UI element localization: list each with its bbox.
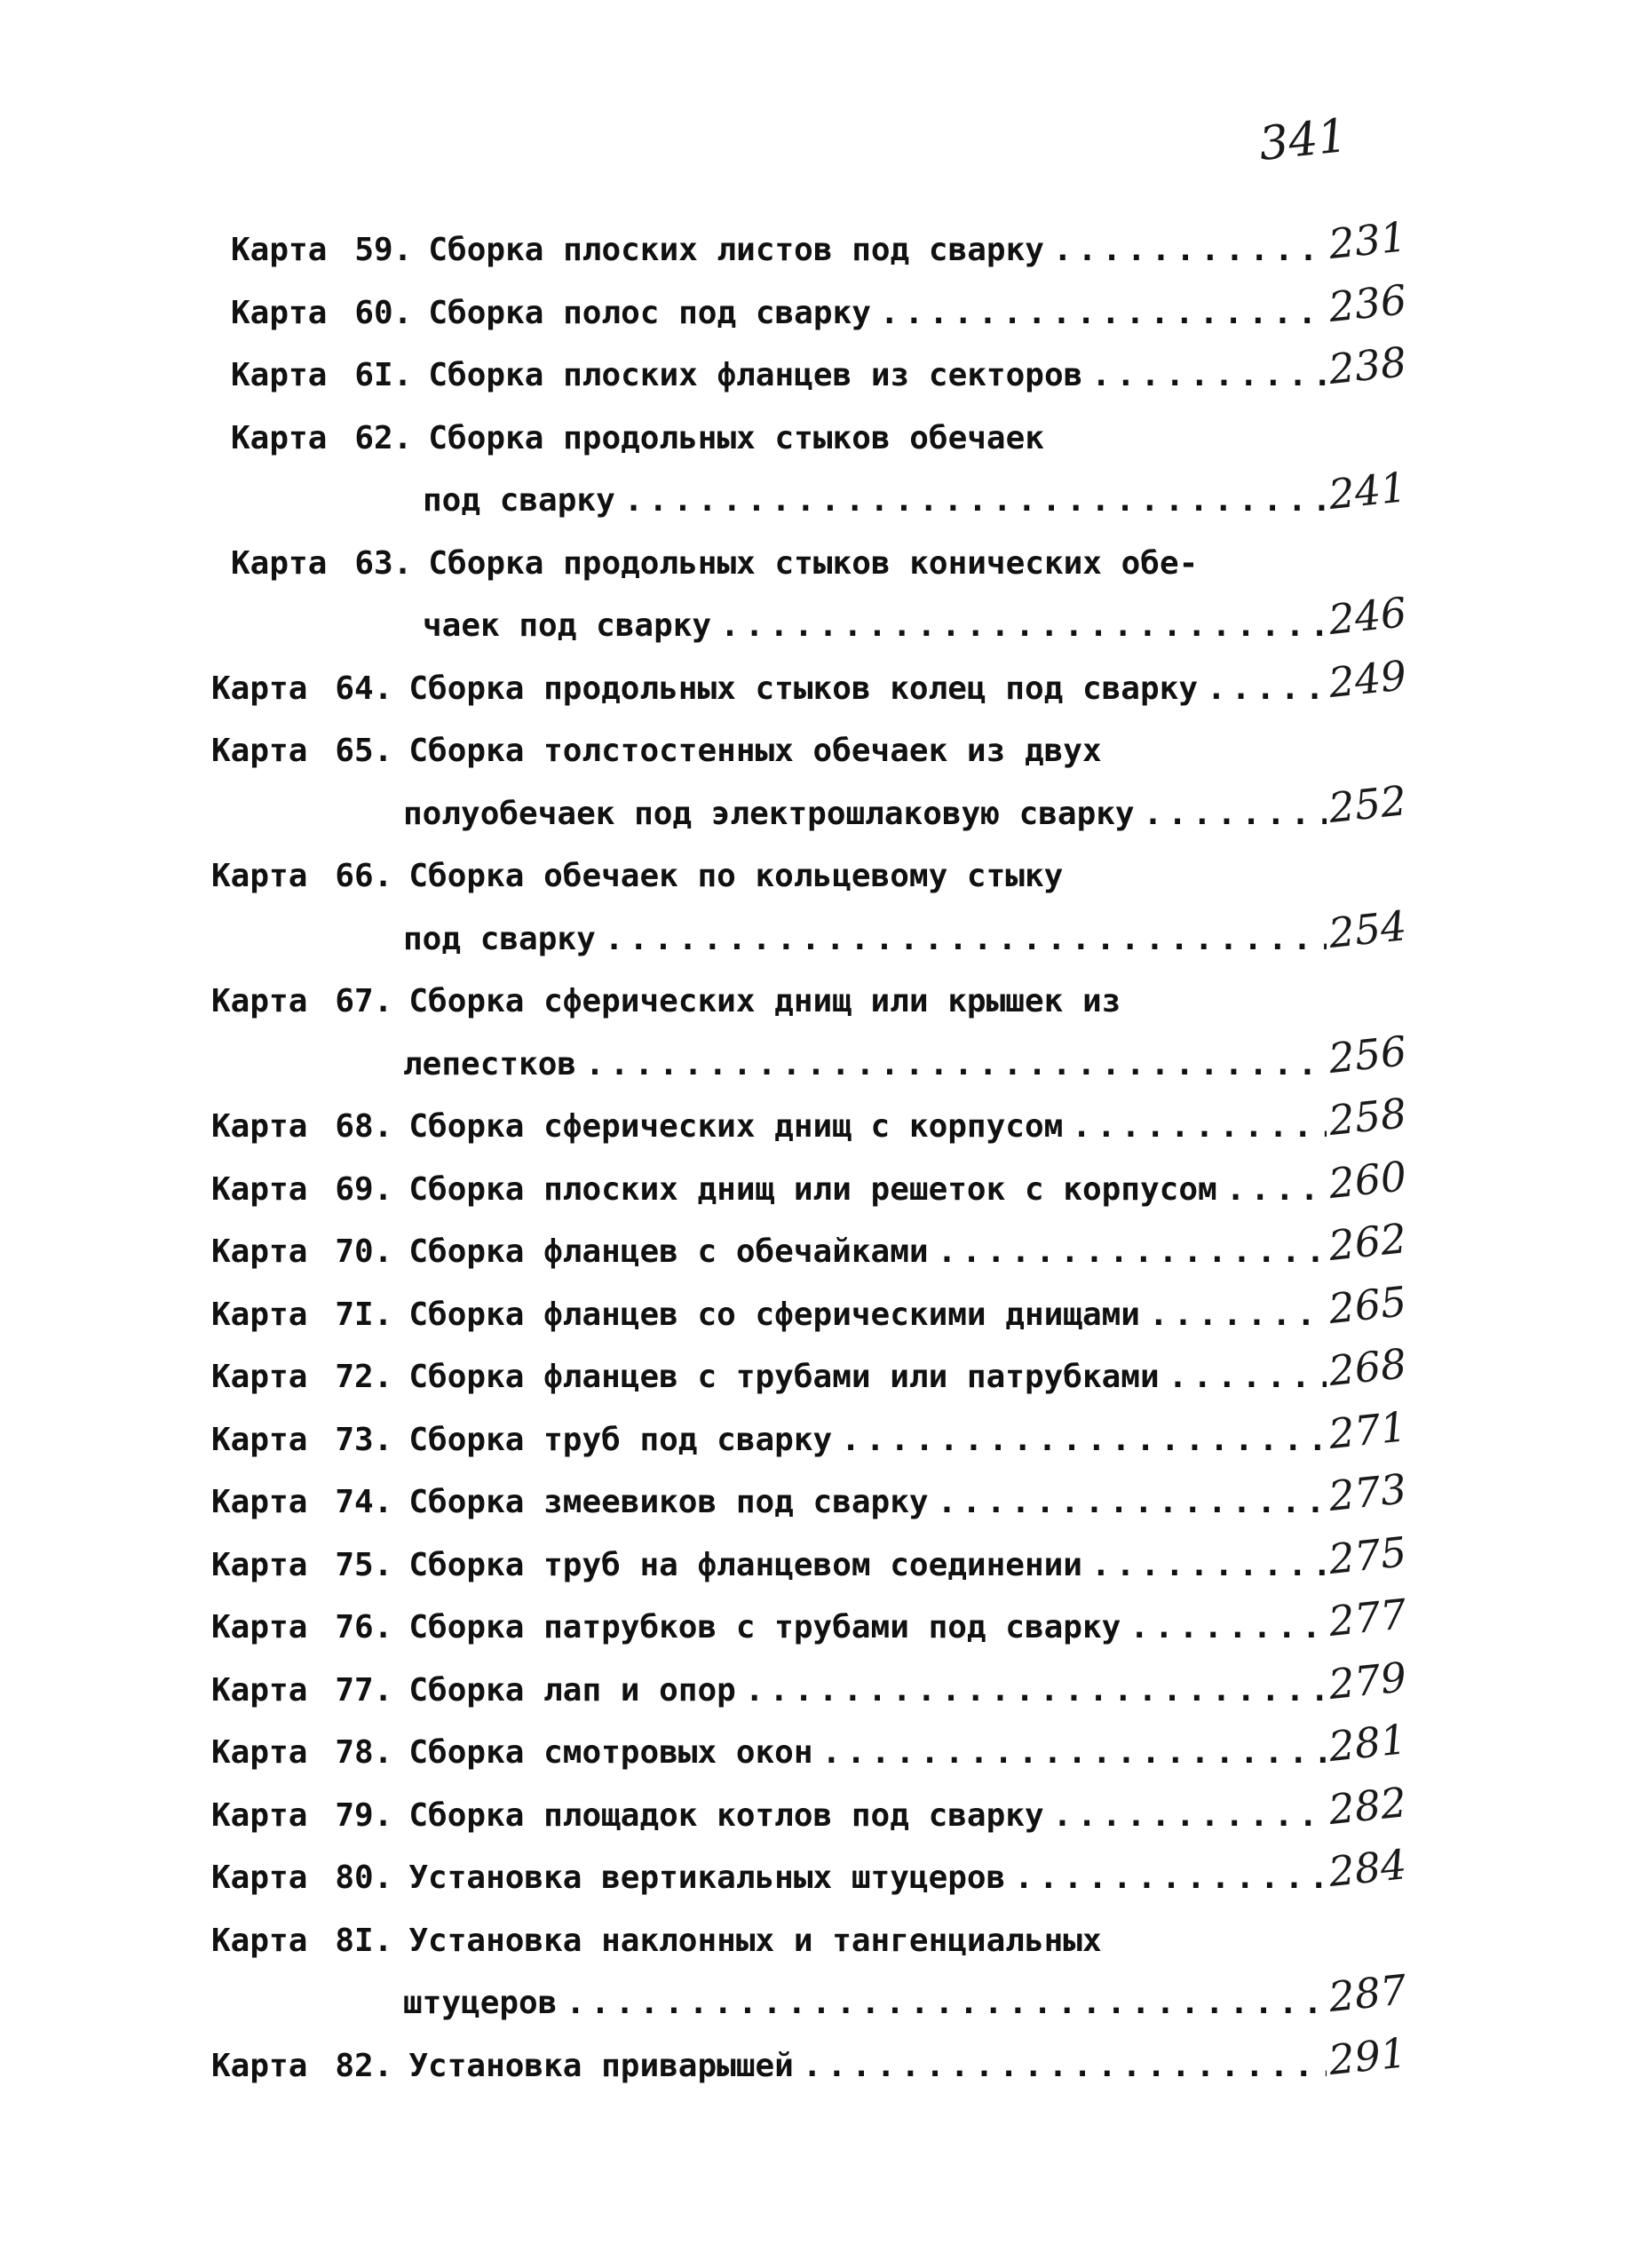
- entry-title: Сборка толстостенных обечаек из двух: [408, 733, 1102, 769]
- entry-title: чаек под сварку: [423, 607, 712, 644]
- entry-number: 82.: [335, 2047, 393, 2084]
- dot-leader: [745, 1675, 1327, 1714]
- entry-label: Карта: [211, 2047, 308, 2084]
- entry-title: Сборка смотровых окон: [408, 1734, 813, 1771]
- entry-number: 72.: [335, 1359, 393, 1395]
- toc-entry-continuation: [403, 775, 1412, 837]
- entry-label: Карта: [211, 1734, 308, 1771]
- entry-page-number: 238: [1326, 337, 1409, 394]
- entry-title: Сборка змеевиков под сварку: [408, 1484, 929, 1520]
- entry-page-number: 252: [1326, 775, 1409, 832]
- entry-title: Сборка полос под сварку: [428, 294, 871, 331]
- entry-number: 77.: [335, 1671, 393, 1709]
- entry-title: полуобечаек под электрошлаковую сварку: [403, 795, 1135, 832]
- entry-number: 66.: [335, 858, 393, 894]
- dot-leader: [822, 1737, 1327, 1776]
- dot-leader: [566, 1987, 1327, 2026]
- entry-label: Карта: [211, 983, 308, 1019]
- entry-title: Сборка плоских листов под сварку: [428, 232, 1044, 268]
- entry-title: Сборка лап и опор: [408, 1671, 736, 1709]
- dot-leader: [1169, 1361, 1327, 1400]
- entry-label: Карта: [211, 1796, 308, 1834]
- entry-number: 74.: [335, 1484, 393, 1520]
- entry-title: Сборка продольных стыков колец под сварку: [408, 670, 1199, 707]
- entry-page-number: 284: [1326, 1840, 1409, 1897]
- entry-page-number: 241: [1326, 463, 1409, 519]
- entry-number: 70.: [335, 1233, 393, 1270]
- toc-entry-continuation: [403, 900, 1412, 963]
- entry-number: 62.: [354, 419, 413, 456]
- entry-number: 64.: [335, 670, 393, 707]
- entry-number: 68.: [335, 1108, 393, 1145]
- dot-leader: [605, 924, 1327, 963]
- entry-label: Карта: [211, 1860, 308, 1896]
- toc-entry-continuation: [403, 1026, 1412, 1088]
- entry-title: Сборка патрубков с трубами под сварку: [408, 1609, 1121, 1645]
- toc-entry: [211, 1213, 1412, 1275]
- entry-number: 80.: [335, 1860, 393, 1896]
- entry-number: 8I.: [335, 1922, 393, 1959]
- entry-title: Сборка продольных стыков обечаек: [428, 419, 1044, 456]
- entry-title: Сборка сферических днищ с корпусом: [408, 1108, 1064, 1145]
- entry-number: 76.: [335, 1609, 393, 1645]
- entry-label: Карта: [231, 544, 328, 582]
- dot-leader: [938, 1487, 1327, 1526]
- entry-label: Карта: [211, 858, 308, 894]
- entry-page-number: 268: [1326, 1339, 1409, 1396]
- entry-label: Карта: [211, 1108, 308, 1145]
- dot-leader: [938, 1236, 1327, 1275]
- entry-page-number: 258: [1326, 1089, 1409, 1146]
- entry-label: Карта: [211, 1609, 308, 1645]
- entry-page-number: 275: [1326, 1527, 1409, 1583]
- entry-label: Карта: [211, 1421, 308, 1458]
- entry-title: Установка приварышей: [408, 2047, 794, 2084]
- entry-number: 63.: [354, 544, 413, 582]
- entry-page-number: 260: [1326, 1151, 1409, 1208]
- entry-page-number: 254: [1326, 900, 1409, 957]
- dot-leader: [585, 1049, 1327, 1088]
- toc-entry: [211, 1088, 1412, 1150]
- dot-leader: [1149, 1299, 1327, 1338]
- entry-title: Сборка фланцев с обечайками: [408, 1233, 929, 1270]
- entry-label: Карта: [231, 419, 328, 456]
- entry-page-number: 256: [1326, 1026, 1409, 1082]
- toc-entry: [231, 525, 1198, 587]
- toc-entry: [211, 1151, 1412, 1213]
- entry-page-number: 277: [1326, 1590, 1409, 1646]
- dot-leader: [1091, 1550, 1327, 1589]
- entry-page-number: 281: [1326, 1715, 1409, 1772]
- entry-label: Карта: [211, 1922, 308, 1959]
- entry-page-number: 231: [1326, 212, 1409, 269]
- entry-title: Установка вертикальных штуцеров: [408, 1860, 1006, 1896]
- entry-label: Карта: [211, 733, 308, 769]
- dot-leader: [1053, 234, 1327, 274]
- toc-entry: [211, 2027, 1412, 2090]
- entry-number: 65.: [335, 733, 393, 769]
- dot-leader: [1207, 673, 1327, 712]
- toc-entry-continuation: [423, 462, 1412, 524]
- toc-entry: [211, 837, 1063, 900]
- dot-leader: [1144, 798, 1327, 837]
- entry-label: Карта: [231, 294, 328, 331]
- entry-title: под сварку: [423, 482, 615, 519]
- entry-title: лепестков: [403, 1045, 577, 1082]
- toc-entry: [211, 1839, 1412, 1901]
- entry-label: Карта: [211, 1233, 308, 1270]
- toc-entry: [211, 1714, 1412, 1776]
- entry-number: 59.: [354, 232, 413, 268]
- entry-title: Сборка плоских фланцев из секторов: [428, 357, 1083, 393]
- entry-number: 6I.: [354, 357, 413, 393]
- entry-label: Карта: [211, 1546, 308, 1583]
- dot-leader: [624, 485, 1327, 524]
- entry-title: Сборка фланцев с трубами или патрубками: [408, 1359, 1160, 1395]
- entry-title: Установка наклонных и тангенциальных: [408, 1922, 1102, 1959]
- dot-leader: [720, 610, 1327, 649]
- entry-page-number: 246: [1326, 588, 1409, 645]
- dot-leader: [841, 1424, 1327, 1463]
- entry-title: под сварку: [403, 920, 596, 957]
- dot-leader: [880, 297, 1327, 337]
- entry-page-number: 236: [1326, 274, 1409, 331]
- entry-label: Карта: [211, 670, 308, 707]
- dot-leader: [803, 2050, 1327, 2090]
- dot-leader: [1091, 360, 1327, 399]
- dot-leader: [1226, 1174, 1327, 1213]
- toc-entry: [231, 337, 1412, 399]
- toc-entry: [211, 1777, 1412, 1839]
- page-number: 341: [1256, 108, 1351, 172]
- entry-number: 79.: [335, 1796, 393, 1834]
- toc-entry: [211, 650, 1412, 712]
- toc-entry: [211, 1463, 1412, 1526]
- entry-title: Сборка продольных стыков конических обе-: [428, 544, 1199, 582]
- toc-entry-continuation: [403, 1964, 1412, 2026]
- entry-page-number: 249: [1326, 650, 1409, 707]
- entry-title: Сборка плоских днищ или решеток с корпусом: [408, 1170, 1217, 1208]
- dot-leader: [1053, 1800, 1327, 1839]
- entry-number: 7I.: [335, 1296, 393, 1333]
- toc-entry: [231, 211, 1412, 274]
- dot-leader: [1129, 1612, 1327, 1651]
- entry-page-number: 265: [1326, 1276, 1409, 1333]
- entry-page-number: 282: [1326, 1777, 1409, 1834]
- entry-page-number: 271: [1326, 1401, 1409, 1458]
- entry-label: Карта: [211, 1671, 308, 1709]
- entry-label: Карта: [231, 232, 328, 268]
- entry-label: Карта: [211, 1170, 308, 1208]
- toc-entry: [211, 963, 1121, 1025]
- toc-entry: [211, 1589, 1412, 1651]
- entry-page-number: 279: [1326, 1652, 1409, 1709]
- entry-number: 73.: [335, 1421, 393, 1458]
- toc-entry-continuation: [423, 587, 1412, 649]
- toc-entry: [211, 712, 1102, 774]
- entry-page-number: 262: [1326, 1214, 1409, 1271]
- entry-title: Сборка труб на фланцевом соединении: [408, 1546, 1082, 1583]
- entry-title: Сборка сферических днищ или крышек из: [408, 983, 1121, 1019]
- entry-title: штуцеров: [403, 1985, 558, 2021]
- entry-page-number: 287: [1326, 1965, 1409, 2022]
- toc-entry: [231, 400, 1044, 462]
- toc-entry: [211, 1276, 1412, 1338]
- entry-label: Карта: [211, 1484, 308, 1520]
- toc-entry: [211, 1652, 1412, 1714]
- entry-number: 75.: [335, 1546, 393, 1583]
- entry-number: 69.: [335, 1170, 393, 1208]
- entry-title: Сборка обечаек по кольцевому стыку: [408, 858, 1064, 894]
- entry-title: Сборка площадок котлов под сварку: [408, 1796, 1044, 1834]
- entry-number: 78.: [335, 1734, 393, 1771]
- entry-page-number: 273: [1326, 1464, 1409, 1521]
- entry-label: Карта: [231, 357, 328, 393]
- dot-leader: [1014, 1862, 1327, 1901]
- entry-number: 67.: [335, 983, 393, 1019]
- entry-title: Сборка труб под сварку: [408, 1421, 833, 1458]
- toc-entry: [211, 1401, 1412, 1463]
- entry-label: Карта: [211, 1296, 308, 1333]
- entry-number: 60.: [354, 294, 413, 331]
- entry-label: Карта: [211, 1359, 308, 1395]
- toc-entry: [211, 1902, 1102, 1964]
- entry-page-number: 291: [1326, 2027, 1409, 2084]
- dot-leader: [1072, 1111, 1327, 1150]
- toc-entry: [211, 1338, 1412, 1400]
- entry-title: Сборка фланцев со сферическими днищами: [408, 1296, 1140, 1333]
- toc-entry: [211, 1527, 1412, 1589]
- toc-entry: [231, 274, 1412, 337]
